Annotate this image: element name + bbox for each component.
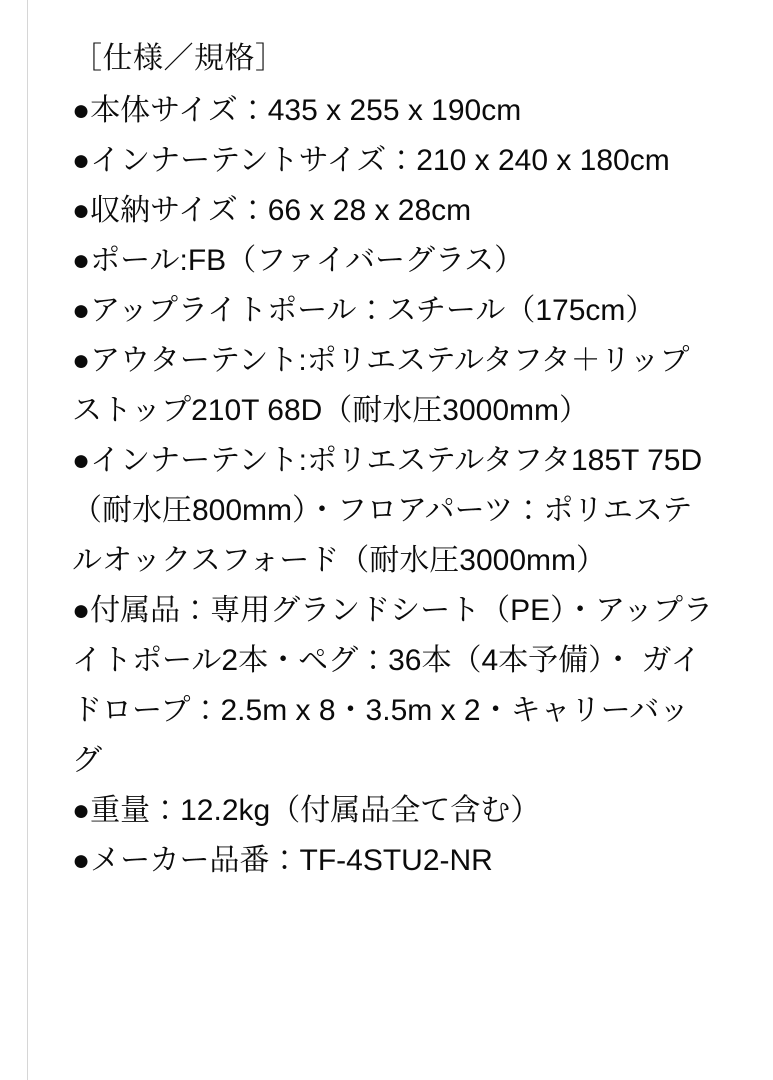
list-item: ●付属品：専用グランドシート（PE）・アップライトポール2本・ペグ：36本（4本予備）・ ガイドロープ：2.5m x 8・3.5m x 2・キャリーバッグ xyxy=(72,594,714,777)
list-item: ●ポール:FB（ファイバーグラス） xyxy=(72,244,525,277)
list-item: ●インナーテント:ポリエステルタフタ185T 75D（耐水圧800mm）・フロアパーツ：ポリエステルオックスフォード（耐水圧3000mm） xyxy=(72,444,703,577)
list-item: ●インナーテントサイズ：210 x 240 x 180cm xyxy=(72,144,670,177)
list-item: ●収納サイズ：66 x 28 x 28cm xyxy=(72,194,472,227)
page-title: ［仕様／規格］ xyxy=(72,42,286,75)
list-item: ●アウターテント:ポリエステルタフタ＋リップストップ210T 68D（耐水圧3000mm） xyxy=(72,344,690,427)
list-item: ●アップライトポール：スチール（175cm） xyxy=(72,294,656,327)
list-item: ●本体サイズ：435 x 255 x 190cm xyxy=(72,94,522,127)
spec-list xyxy=(72,86,715,886)
list-item: ●メーカー品番：TF-4STU2-NR xyxy=(72,844,493,877)
list-item: ●重量：12.2kg（付属品全て含む） xyxy=(72,794,541,827)
